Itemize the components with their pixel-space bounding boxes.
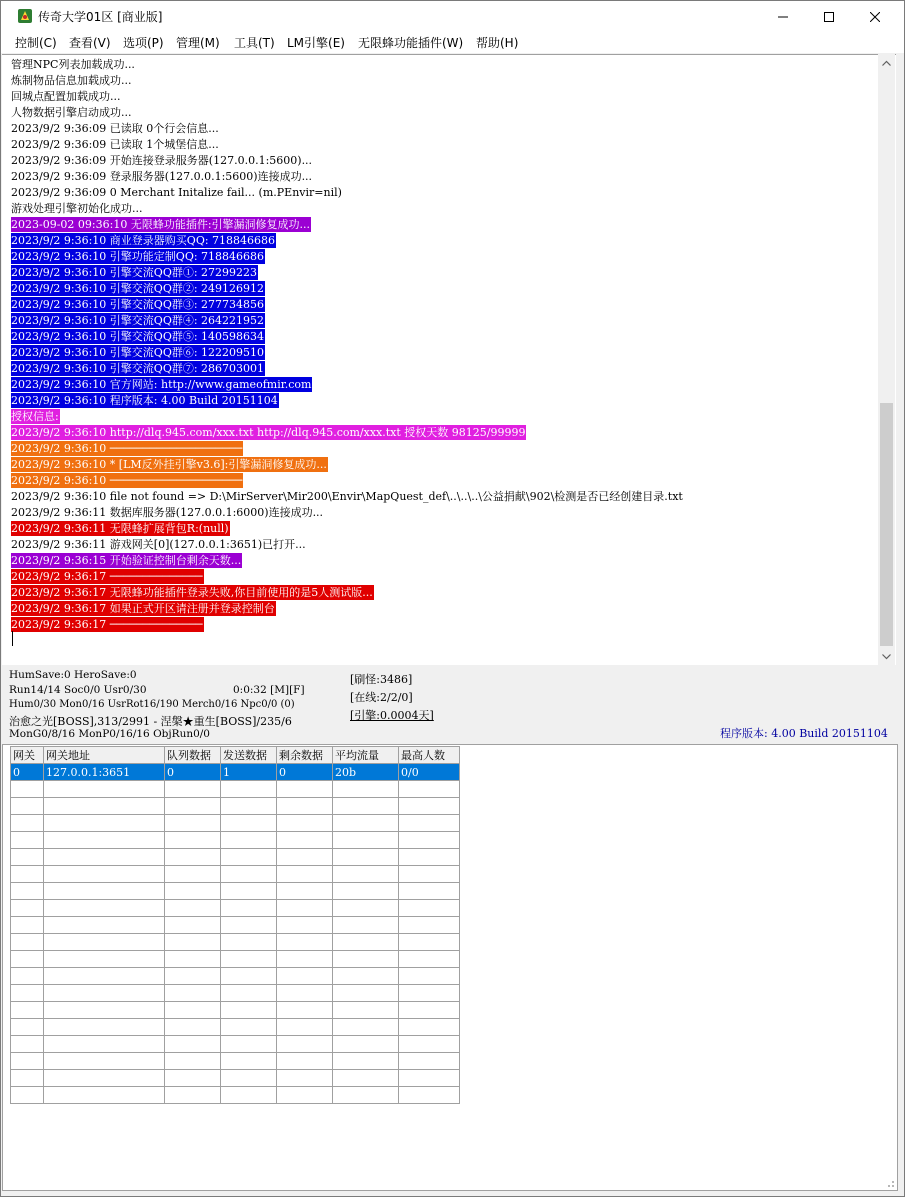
menu-tools[interactable]: 工具(T) [234, 36, 275, 50]
table-cell[interactable] [333, 781, 399, 798]
log-line [11, 57, 877, 73]
table-cell[interactable] [11, 1053, 44, 1070]
table-cell[interactable] [165, 1019, 221, 1036]
table-row[interactable] [11, 1053, 460, 1070]
table-row[interactable] [11, 1070, 460, 1087]
log-line [11, 281, 877, 297]
table-cell[interactable] [399, 1070, 460, 1087]
log-line [11, 553, 877, 569]
table-cell[interactable] [277, 1036, 333, 1053]
log-line [11, 473, 877, 489]
status-pane [2, 666, 902, 744]
log-line [11, 585, 877, 601]
table-cell[interactable] [333, 832, 399, 849]
table-row[interactable] [11, 951, 460, 968]
table-cell[interactable] [277, 1087, 333, 1104]
column-header[interactable]: 剩余数据 [277, 747, 333, 764]
log-line-text: 2023/9/2 9:36:11 数据库服务器(127.0.0.1:6000)连接成功... [11, 506, 324, 519]
log-line [11, 153, 877, 169]
status-monsters: MonG0/8/16 MonP0/16/16 ObjRun0/0 [9, 728, 210, 740]
log-scrollbar[interactable] [878, 54, 895, 665]
log-line [11, 329, 877, 345]
log-line-text: 2023/9/2 9:36:17 ────────────── [11, 570, 203, 583]
chevron-down-icon [882, 654, 891, 660]
table-cell[interactable] [11, 798, 44, 815]
table-cell[interactable] [399, 832, 460, 849]
log-line-text: 2023-09-02 09:36:10 无限蜂功能插件:引擎漏洞修复成功... [11, 218, 311, 231]
table-cell[interactable] [221, 1087, 277, 1104]
log-line-text: 人物数据引擎启动成功... [11, 106, 132, 119]
log-line [11, 377, 877, 393]
table-row[interactable] [11, 900, 460, 917]
chevron-up-icon [882, 60, 891, 66]
table-cell[interactable] [333, 934, 399, 951]
table-cell[interactable] [221, 883, 277, 900]
menu-help[interactable]: 帮助(H) [476, 36, 519, 50]
log-line [11, 569, 877, 585]
table-cell[interactable] [221, 815, 277, 832]
table-cell[interactable] [277, 968, 333, 985]
log-line [11, 297, 877, 313]
table-cell[interactable] [44, 900, 165, 917]
table-cell[interactable] [11, 781, 44, 798]
log-line [11, 105, 877, 121]
table-cell[interactable] [399, 866, 460, 883]
log-line-text: 2023/9/2 9:36:09 开始连接登录服务器(127.0.0.1:5600)... [11, 154, 313, 167]
log-line [11, 441, 877, 457]
table-cell[interactable] [277, 849, 333, 866]
table-cell[interactable] [165, 917, 221, 934]
table-row[interactable] [11, 832, 460, 849]
table-cell[interactable] [333, 985, 399, 1002]
table-cell[interactable] [11, 934, 44, 951]
log-line [11, 249, 877, 265]
table-cell[interactable] [399, 781, 460, 798]
table-cell[interactable] [277, 883, 333, 900]
table-cell[interactable] [44, 1019, 165, 1036]
table-row[interactable] [11, 764, 460, 781]
table-cell[interactable] [399, 849, 460, 866]
column-header[interactable]: 平均流量 [333, 747, 399, 764]
table-cell[interactable] [165, 1070, 221, 1087]
log-line-text: 2023/9/2 9:36:10 引擎交流QQ群⑤: 140598634 [11, 330, 265, 343]
table-cell[interactable] [277, 900, 333, 917]
gateway-table[interactable] [10, 746, 460, 1104]
table-row[interactable] [11, 781, 460, 798]
table-header-row [11, 747, 460, 764]
log-line-text: 2023/9/2 9:36:10 商业登录器购买QQ: 718846686 [11, 234, 276, 247]
log-line [11, 457, 877, 473]
table-row[interactable] [11, 883, 460, 900]
table-cell[interactable] [165, 985, 221, 1002]
log-line-text: 2023/9/2 9:36:17 ────────────── [11, 618, 203, 631]
log-line-text: 2023/9/2 9:36:10 引擎交流QQ群③: 277734856 [11, 298, 265, 311]
table-cell[interactable] [221, 849, 277, 866]
table-cell[interactable] [399, 1002, 460, 1019]
table-cell[interactable] [221, 917, 277, 934]
table-cell[interactable] [399, 815, 460, 832]
menu-control[interactable]: 控制(C) [15, 36, 57, 50]
table-cell[interactable] [277, 1002, 333, 1019]
table-cell[interactable] [165, 1036, 221, 1053]
table-cell[interactable] [165, 1087, 221, 1104]
table-cell[interactable] [44, 798, 165, 815]
minimize-icon [778, 12, 788, 22]
table-cell[interactable] [333, 968, 399, 985]
log-line-text: 2023/9/2 9:36:10 ──────────────────── [11, 442, 243, 455]
table-cell[interactable] [165, 798, 221, 815]
table-cell[interactable] [11, 1036, 44, 1053]
table-cell[interactable] [11, 900, 44, 917]
table-row[interactable] [11, 1036, 460, 1053]
table-cell[interactable] [221, 1053, 277, 1070]
table-cell[interactable] [277, 917, 333, 934]
table-cell[interactable] [11, 866, 44, 883]
log-line-text: 游戏处理引擎初始化成功... [11, 202, 143, 215]
table-cell[interactable] [221, 1036, 277, 1053]
log-line [11, 521, 877, 537]
table-cell[interactable] [221, 934, 277, 951]
table-cell[interactable] [221, 798, 277, 815]
log-line [11, 201, 877, 217]
log-line-text: 2023/9/2 9:36:10 程序版本: 4.00 Build 20151104 [11, 394, 278, 407]
table-cell[interactable] [221, 951, 277, 968]
table-cell[interactable] [44, 1053, 165, 1070]
table-cell[interactable] [399, 985, 460, 1002]
column-header[interactable]: 网关 [11, 747, 44, 764]
table-row[interactable] [11, 934, 460, 951]
status-online: [在线:2/2/0] [350, 691, 413, 704]
table-row[interactable] [11, 798, 460, 815]
table-cell[interactable] [277, 866, 333, 883]
table-cell[interactable]: 0 [11, 764, 44, 781]
table-row[interactable] [11, 866, 460, 883]
log-line [11, 393, 877, 409]
table-cell[interactable] [333, 1036, 399, 1053]
table-cell[interactable] [44, 866, 165, 883]
table-cell[interactable]: 0 [277, 764, 333, 781]
table-cell[interactable] [399, 951, 460, 968]
table-cell[interactable] [333, 1087, 399, 1104]
table-row[interactable] [11, 815, 460, 832]
table-cell[interactable] [11, 917, 44, 934]
table-cell[interactable] [277, 951, 333, 968]
table-cell[interactable]: 0 [165, 764, 221, 781]
log-line [11, 313, 877, 329]
table-cell[interactable] [11, 832, 44, 849]
log-line-text: 2023/9/2 9:36:10 * [LM反外挂引擎v3.6]:引擎漏洞修复成功... [11, 458, 327, 471]
table-cell[interactable] [399, 883, 460, 900]
table-cell[interactable] [11, 849, 44, 866]
table-cell[interactable] [11, 883, 44, 900]
status-boss: 治愈之光[BOSS],313/2991 - 涅槃★重生[BOSS]/235/6 [9, 715, 292, 728]
table-cell[interactable] [44, 781, 165, 798]
table-cell[interactable] [221, 866, 277, 883]
log-line [11, 601, 877, 617]
table-cell[interactable] [221, 781, 277, 798]
close-button[interactable] [852, 1, 898, 32]
log-line [11, 537, 877, 553]
log-line-text: 炼制物品信息加载成功... [11, 74, 132, 87]
table-cell[interactable] [44, 1070, 165, 1087]
table-cell[interactable] [333, 866, 399, 883]
log-line [11, 185, 877, 201]
table-cell[interactable] [44, 917, 165, 934]
log-line [11, 361, 877, 377]
table-cell[interactable] [221, 985, 277, 1002]
menu-plugin[interactable]: 无限蜂功能插件(W) [358, 36, 464, 50]
table-cell[interactable] [333, 883, 399, 900]
log-line [11, 73, 877, 89]
table-cell[interactable] [221, 832, 277, 849]
log-line [11, 89, 877, 105]
log-line-text: 2023/9/2 9:36:11 无限蜂扩展背包R:(null) [11, 522, 229, 535]
column-header[interactable]: 发送数据 [221, 747, 277, 764]
table-cell[interactable] [165, 1002, 221, 1019]
table-cell[interactable] [165, 934, 221, 951]
log-line [11, 233, 877, 249]
menu-view[interactable]: 查看(V) [69, 36, 111, 50]
table-cell[interactable] [399, 917, 460, 934]
table-row[interactable] [11, 917, 460, 934]
menu-manage[interactable]: 管理(M) [176, 36, 220, 50]
table-cell[interactable] [44, 951, 165, 968]
log-line-text: 2023/9/2 9:36:10 http://dlq.945.com/xxx.txt http://dlq.945.com/xxx.txt 授权天数 98125/99999 [11, 426, 526, 439]
log-line [11, 169, 877, 185]
app-icon [17, 8, 33, 24]
table-cell[interactable] [11, 1070, 44, 1087]
scroll-up-button[interactable] [878, 54, 895, 71]
status-save: HumSave:0 HeroSave:0 [9, 669, 137, 681]
table-cell[interactable] [333, 900, 399, 917]
table-row[interactable] [11, 968, 460, 985]
table-cell[interactable] [11, 1019, 44, 1036]
log-line-text: 2023/9/2 9:36:10 官方网站: http://www.gameofmir.com [11, 378, 312, 391]
table-cell[interactable] [44, 1002, 165, 1019]
log-line-text: 2023/9/2 9:36:17 如果正式开区请注册并登录控制台 [11, 602, 275, 615]
maximize-button[interactable] [806, 1, 852, 32]
table-cell[interactable] [44, 1036, 165, 1053]
status-run: Run14/14 Soc0/0 Usr0/30 [9, 684, 147, 696]
table-cell[interactable] [333, 917, 399, 934]
table-cell[interactable] [165, 951, 221, 968]
log-line-text: 2023/9/2 9:36:09 已读取 1个城堡信息... [11, 138, 219, 151]
table-cell[interactable] [44, 985, 165, 1002]
resize-grip-icon[interactable] [885, 1178, 895, 1188]
log-line-text: 2023/9/2 9:36:10 引擎交流QQ群②: 249126912 [11, 282, 265, 295]
text-caret [12, 631, 13, 646]
log-line-text: 2023/9/2 9:36:10 引擎交流QQ群⑦: 286703001 [11, 362, 265, 375]
table-cell[interactable] [44, 934, 165, 951]
log-line-text: 2023/9/2 9:36:10 file not found => D:\MirServer\Mir200\Envir\MapQuest_def\..\..\..\公益捐献\902\检测是否已经创建目录.txt [11, 490, 683, 503]
table-cell[interactable] [333, 1019, 399, 1036]
column-header[interactable]: 最高人数 [399, 747, 460, 764]
table-cell[interactable] [277, 781, 333, 798]
window-title: 传奇大学01区 [商业版] [38, 10, 163, 24]
table-cell[interactable] [277, 1019, 333, 1036]
log-line [11, 425, 877, 441]
table-cell[interactable] [44, 849, 165, 866]
table-cell[interactable]: 127.0.0.1:3651 [44, 764, 165, 781]
title-bar[interactable] [1, 1, 904, 32]
table-cell[interactable] [399, 968, 460, 985]
table-cell[interactable] [11, 1087, 44, 1104]
table-cell[interactable] [165, 900, 221, 917]
minimize-button[interactable] [760, 1, 806, 32]
menu-options[interactable]: 选项(P) [123, 36, 164, 50]
table-cell[interactable] [44, 1087, 165, 1104]
log-line-text: 2023/9/2 9:36:11 游戏网关[0](127.0.0.1:3651)已打开... [11, 538, 306, 551]
log-line [11, 137, 877, 153]
table-cell[interactable] [221, 1002, 277, 1019]
table-row[interactable] [11, 1087, 460, 1104]
scroll-down-button[interactable] [878, 648, 895, 665]
program-version: 程序版本: 4.00 Build 20151104 [720, 727, 888, 740]
log-line-text: 2023/9/2 9:36:09 0 Merchant Initalize fail... (m.PEnvir=nil) [11, 186, 342, 199]
log-line-text: 2023/9/2 9:36:10 引擎交流QQ群①: 27299223 [11, 266, 258, 279]
table-cell[interactable] [399, 934, 460, 951]
log-line-text: 授权信息: [11, 410, 59, 423]
table-cell[interactable] [44, 815, 165, 832]
table-cell[interactable] [399, 1087, 460, 1104]
table-cell[interactable] [165, 832, 221, 849]
scroll-thumb[interactable] [880, 403, 893, 646]
table-cell[interactable] [221, 1019, 277, 1036]
table-cell[interactable] [277, 934, 333, 951]
table-cell[interactable] [44, 832, 165, 849]
log-line-text: 2023/9/2 9:36:17 无限蜂功能插件登录失败,你目前使用的是5人测试版... [11, 586, 373, 599]
table-cell[interactable] [333, 849, 399, 866]
gateway-grid-pane [2, 744, 898, 1191]
table-cell[interactable] [165, 1053, 221, 1070]
table-cell[interactable]: 20b [333, 764, 399, 781]
column-header[interactable]: 网关地址 [44, 747, 165, 764]
status-refresh: [刷怪:3486] [350, 673, 413, 686]
table-cell[interactable] [165, 781, 221, 798]
table-cell[interactable] [11, 1002, 44, 1019]
menu-bar [1, 32, 904, 53]
log-line [11, 617, 877, 633]
log-line-text: 2023/9/2 9:36:10 引擎交流QQ群④: 264221952 [11, 314, 265, 327]
maximize-icon [824, 12, 834, 22]
log-line-text: 2023/9/2 9:36:09 已读取 0个行会信息... [11, 122, 219, 135]
table-cell[interactable] [333, 1053, 399, 1070]
table-cell[interactable]: 1 [221, 764, 277, 781]
log-line [11, 345, 877, 361]
table-cell[interactable] [221, 1070, 277, 1087]
log-line [11, 505, 877, 521]
table-row[interactable] [11, 1019, 460, 1036]
status-engine-link[interactable]: [引擎:0.0004天] [350, 709, 434, 722]
log-lines [11, 57, 877, 633]
table-cell[interactable] [165, 849, 221, 866]
menu-lm-engine[interactable]: LM引擎(E) [287, 36, 345, 50]
table-cell[interactable] [333, 798, 399, 815]
log-line [11, 265, 877, 281]
table-cell[interactable]: 0/0 [399, 764, 460, 781]
log-line [11, 489, 877, 505]
status-uptime: 0:0:32 [M][F] [233, 684, 305, 696]
close-icon [870, 12, 880, 22]
log-pane[interactable] [2, 54, 896, 665]
table-cell[interactable] [399, 798, 460, 815]
table-cell[interactable] [399, 1019, 460, 1036]
log-line-text: 2023/9/2 9:36:10 引擎功能定制QQ: 718846686 [11, 250, 265, 263]
log-line-text: 回城点配置加载成功... [11, 90, 121, 103]
table-cell[interactable] [277, 815, 333, 832]
log-line-text: 2023/9/2 9:36:09 登录服务器(127.0.0.1:5600)连接成功... [11, 170, 313, 183]
log-line-text: 管理NPC列表加载成功... [11, 58, 135, 71]
table-row[interactable] [11, 849, 460, 866]
log-line-text: 2023/9/2 9:36:10 引擎交流QQ群⑥: 122209510 [11, 346, 265, 359]
log-line-text: 2023/9/2 9:36:10 ──────────────────── [11, 474, 243, 487]
table-cell[interactable] [11, 968, 44, 985]
table-cell[interactable] [165, 968, 221, 985]
status-counts: Hum0/30 Mon0/16 UsrRot16/190 Merch0/16 Npc0/0 (0) [9, 699, 295, 710]
table-row[interactable] [11, 985, 460, 1002]
column-header[interactable]: 队列数据 [165, 747, 221, 764]
table-cell[interactable] [165, 866, 221, 883]
table-cell[interactable] [277, 798, 333, 815]
table-cell[interactable] [277, 1053, 333, 1070]
table-cell[interactable] [11, 951, 44, 968]
log-line [11, 217, 877, 233]
table-cell[interactable] [277, 1070, 333, 1087]
table-cell[interactable] [11, 815, 44, 832]
log-line [11, 121, 877, 137]
table-cell[interactable] [333, 951, 399, 968]
log-line-text: 2023/9/2 9:36:15 开始验证控制台剩余天数... [11, 554, 242, 567]
table-cell[interactable] [221, 968, 277, 985]
table-cell[interactable] [221, 900, 277, 917]
table-row[interactable] [11, 1002, 460, 1019]
table-cell[interactable] [44, 968, 165, 985]
table-cell[interactable] [11, 985, 44, 1002]
table-cell[interactable] [277, 832, 333, 849]
table-cell[interactable] [165, 883, 221, 900]
table-cell[interactable] [333, 1070, 399, 1087]
table-cell[interactable] [44, 883, 165, 900]
table-cell[interactable] [277, 985, 333, 1002]
table-cell[interactable] [165, 815, 221, 832]
table-cell[interactable] [399, 900, 460, 917]
table-cell[interactable] [399, 1036, 460, 1053]
log-line [11, 409, 877, 425]
table-cell[interactable] [333, 1002, 399, 1019]
table-cell[interactable] [399, 1053, 460, 1070]
table-cell[interactable] [333, 815, 399, 832]
